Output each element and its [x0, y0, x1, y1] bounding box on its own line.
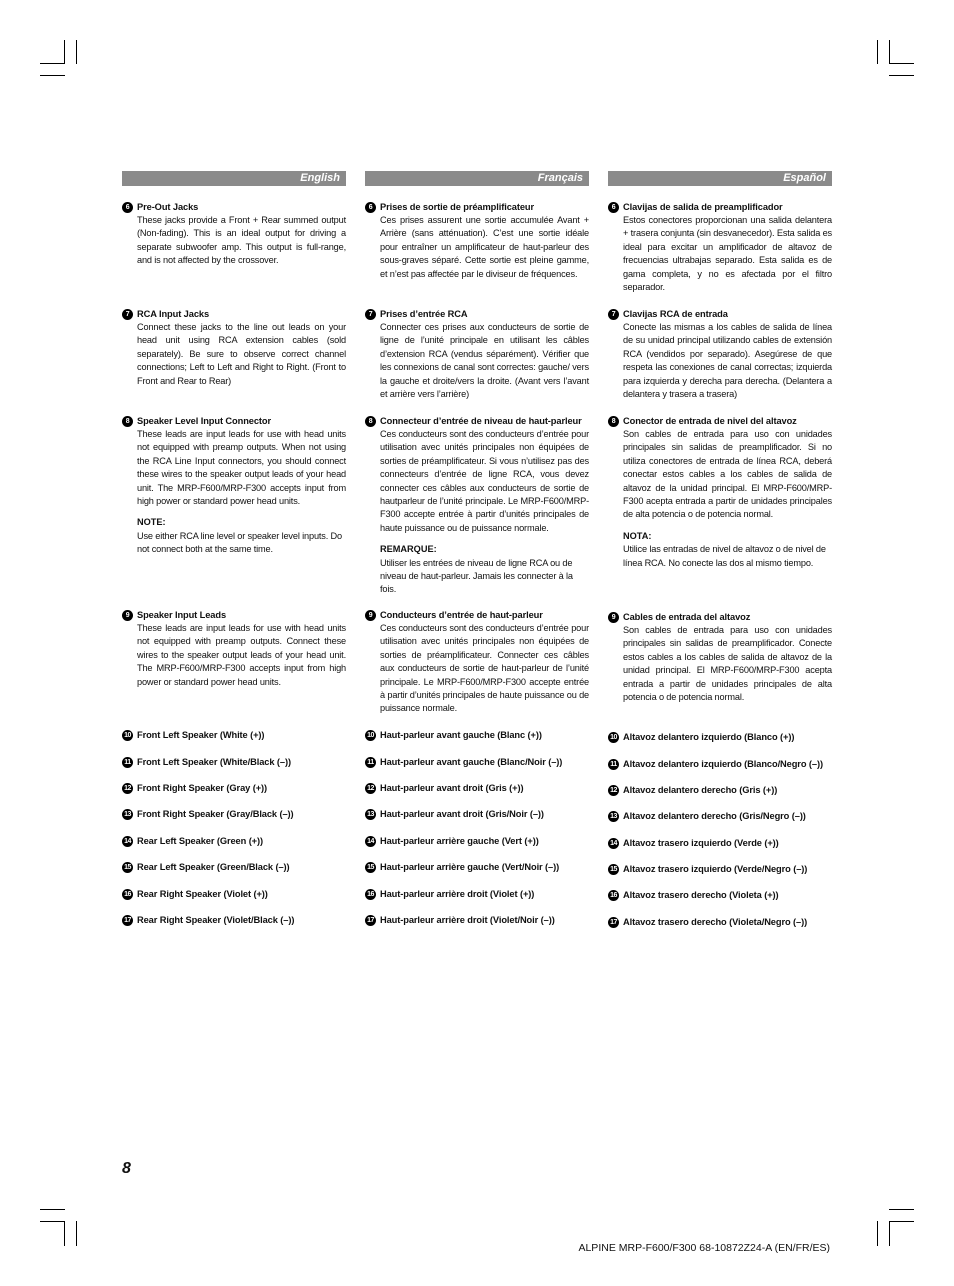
section-title: Connecteur d’entrée de niveau de haut-parleur — [380, 416, 582, 426]
wire-label: Rear Right Speaker (Violet/Black (–)) — [137, 915, 295, 925]
number-badge: 15 — [122, 862, 133, 873]
crop-mark — [76, 1221, 77, 1246]
section-body: These leads are input leads for use with head units not equipped with preamp outputs. Connect these wires to the speaker output leads of your head unit. The MRP-F600/MRP-F300 accepts input from high power or standard power head units. — [137, 623, 346, 687]
crop-mark — [889, 40, 890, 64]
wire-label: Haut-parleur avant gauche (Blanc/Noir (–)) — [380, 757, 563, 767]
wire-label: Haut-parleur avant droit (Gris (+)) — [380, 783, 524, 793]
number-badge: 6 — [608, 202, 619, 213]
number-badge: 16 — [608, 890, 619, 901]
wire-item — [365, 913, 589, 927]
wire-item — [122, 887, 346, 901]
wire-item — [122, 755, 346, 769]
section-body: Ces prises assurent une sortie accumulée Avant + Arrière (sans atténuation). C’est une sortie idéale pour entraîner un amplificateur de haut-parleur des sous-graves séparé. Cette sortie est pleine gamme, et n’est pas affectée par le diviseur de fréquences. — [380, 215, 589, 279]
section-title: Prises d’entrée RCA — [380, 309, 468, 319]
section-pre-out-jacks — [608, 200, 832, 294]
wire-item — [608, 783, 832, 797]
number-badge: 10 — [365, 730, 376, 741]
wire-item — [608, 915, 832, 929]
wire-item — [365, 755, 589, 769]
section-body: Son cables de entrada para uso con unidades principales sin salidas de preamplificador. Conecte estos cables a los cables de salida de altavoz de la unidad principal. El MRP-F600/MRP-F300 acepta entrada a partir de unidades principales de alta potencia o de potencia normal. — [623, 625, 832, 703]
number-badge: 17 — [365, 915, 376, 926]
wire-label: Altavoz delantero derecho (Gris (+)) — [623, 785, 778, 795]
section-body: These jacks provide a Front + Rear summed output (Non-fading). This is an ideal output for driving a separate subwoofer amp. This output is full-range, and is not affected by the crossover. — [137, 215, 346, 266]
number-badge: 10 — [122, 730, 133, 741]
number-badge: 9 — [122, 610, 133, 621]
number-badge: 14 — [365, 836, 376, 847]
number-badge: 6 — [122, 202, 133, 213]
wire-label: Altavoz trasero izquierdo (Verde (+)) — [623, 838, 779, 848]
crop-mark — [40, 1221, 65, 1222]
section-speaker-input-leads — [122, 608, 346, 689]
wire-label: Haut-parleur arrière gauche (Vert/Noir (–)) — [380, 862, 560, 872]
wire-item — [122, 860, 346, 874]
number-badge: 8 — [122, 416, 133, 427]
note-label: NOTE: — [137, 517, 166, 528]
column-english — [122, 171, 346, 925]
language-header: English — [122, 171, 346, 186]
section-title: RCA Input Jacks — [137, 309, 210, 319]
wire-item — [365, 887, 589, 901]
section-title: Clavijas de salida de preamplificador — [623, 202, 783, 212]
wire-item — [122, 834, 346, 848]
crop-mark — [877, 40, 878, 64]
crop-mark — [40, 63, 65, 64]
number-badge: 9 — [608, 612, 619, 623]
number-badge: 13 — [122, 809, 133, 820]
section-title: Speaker Level Input Connector — [137, 416, 272, 426]
section-body: Conecte las mismas a los cables de salida de línea de su unidad principal utilizando cables de extensión RCA (vendidos por separado). Asegúrese de que respeta las conexiones de canal correctas; izquierda para izquierda y derecha para derecha. (Delantera a delantera y trasera a trasera) — [623, 322, 832, 400]
section-rca-input-jacks — [122, 307, 346, 388]
section-title: Pre-Out Jacks — [137, 202, 199, 212]
section-speaker-level-input — [608, 414, 832, 570]
note-text: Utiliser les entrées de niveau de ligne RCA ou de niveau de haut-parleur. Jamais les connecter à la fois. — [380, 557, 573, 595]
section-pre-out-jacks — [122, 200, 346, 268]
number-badge: 12 — [365, 783, 376, 794]
language-header: Español — [608, 171, 832, 186]
wire-label: Rear Left Speaker (Green (+)) — [137, 836, 264, 846]
note-text: Utilice las entradas de nivel de altavoz o de nivel de línea RCA. No conecte las dos al mismo tiempo. — [623, 544, 826, 568]
wire-label: Haut-parleur avant droit (Gris/Noir (–)) — [380, 809, 544, 819]
wire-item — [608, 757, 832, 771]
wire-label: Altavoz delantero derecho (Gris/Negro (–)) — [623, 811, 806, 821]
wire-label: Altavoz delantero izquierdo (Blanco (+)) — [623, 732, 795, 742]
number-badge: 13 — [365, 809, 376, 820]
language-header: Français — [365, 171, 589, 186]
wire-label: Altavoz trasero derecho (Violeta/Negro (–)) — [623, 917, 808, 927]
crop-mark — [889, 75, 914, 76]
footer-text: ALPINE MRP-F600/F300 68-10872Z24-A (EN/FR/ES) — [578, 1242, 830, 1254]
wire-label: Front Left Speaker (White (+)) — [137, 730, 265, 740]
number-badge: 7 — [608, 309, 619, 320]
wire-label: Altavoz trasero derecho (Violeta (+)) — [623, 890, 779, 900]
number-badge: 9 — [365, 610, 376, 621]
wire-label: Rear Right Speaker (Violet (+)) — [137, 889, 268, 899]
section-body: These leads are input leads for use with head units not equipped with preamp outputs. When not using the RCA Line Input connectors, you should connect these wires to the speaker output leads of your head unit. The MRP-F600/MRP-F300 accepts input from high power or standard power head units. — [137, 429, 346, 507]
section-title: Prises de sortie de préamplificateur — [380, 202, 534, 212]
crop-mark — [889, 1221, 890, 1246]
section-speaker-level-input — [122, 414, 346, 557]
number-badge: 15 — [365, 862, 376, 873]
number-badge: 11 — [608, 759, 619, 770]
section-title: Speaker Input Leads — [137, 610, 227, 620]
section-title: Clavijas RCA de entrada — [623, 309, 728, 319]
wire-item — [365, 860, 589, 874]
crop-mark — [889, 1221, 914, 1222]
column-french — [365, 171, 589, 925]
number-badge: 16 — [122, 889, 133, 900]
wire-label: Altavoz trasero izquierdo (Verde/Negro (–)) — [623, 864, 808, 874]
crop-mark — [40, 1209, 65, 1210]
crop-mark — [76, 40, 77, 64]
number-badge: 13 — [608, 811, 619, 822]
wire-label: Haut-parleur arrière droit (Violet (+)) — [380, 889, 535, 899]
section-speaker-level-input — [365, 414, 589, 597]
wire-label: Front Left Speaker (White/Black (–)) — [137, 757, 291, 767]
wire-label: Haut-parleur avant gauche (Blanc (+)) — [380, 730, 542, 740]
wire-item — [608, 809, 832, 823]
section-speaker-input-leads — [365, 608, 589, 716]
number-badge: 14 — [608, 838, 619, 849]
number-badge: 15 — [608, 864, 619, 875]
note-label: NOTA: — [623, 530, 652, 541]
wire-item — [365, 781, 589, 795]
section-speaker-input-leads — [608, 610, 832, 704]
number-badge: 8 — [365, 416, 376, 427]
section-body: Connecter ces prises aux conducteurs de sortie de ligne de l’unité principale en utilisant les câbles d’extension RCA (vendus séparément). Vérifier que les connexions de canal sont correctes: gauche/ vers la gauche et droite/vers la droite. (Avant vers l’avant et arrière vers l’arrière) — [380, 322, 589, 400]
number-badge: 16 — [365, 889, 376, 900]
wire-item — [608, 836, 832, 850]
note-label: REMARQUE: — [380, 544, 437, 555]
number-badge: 12 — [608, 785, 619, 796]
section-rca-input-jacks — [608, 307, 832, 401]
wire-label: Haut-parleur arrière droit (Violet/Noir (–)) — [380, 915, 555, 925]
number-badge: 7 — [365, 309, 376, 320]
number-badge: 11 — [365, 757, 376, 768]
section-body: Son cables de entrada para uso con unidades principales sin salidas de preamplificador. Si no utiliza conectores de entrada de línea RCA, deberá conectar estos cables a los cables de salida de altavoz de la unidad principal. El MRP-F600/MRP-F300 acepta entrada a partir de unidades principales de alta potencia o de potencia normal. — [623, 429, 832, 520]
wire-item — [608, 730, 832, 744]
section-title: Conector de entrada de nivel del altavoz — [623, 416, 797, 426]
number-badge: 6 — [365, 202, 376, 213]
page-number: 8 — [122, 1160, 131, 1177]
crop-mark — [64, 40, 65, 64]
crop-mark — [877, 1221, 878, 1246]
wire-label: Haut-parleur arrière gauche (Vert (+)) — [380, 836, 539, 846]
section-body: Estos conectores proporcionan una salida delantera + trasera conjunta (sin desvanecedor). Esta salida es ideal para excitar un amplificador de altavoz de frecuencias ultrabajas separado. Esta salida es de gama completa, y no es afectada por el filtro separador. — [623, 215, 832, 293]
wire-label: Altavoz delantero izquierdo (Blanco/Negro (–)) — [623, 759, 823, 769]
wire-item — [122, 913, 346, 927]
crop-mark — [40, 75, 65, 76]
number-badge: 10 — [608, 732, 619, 743]
section-rca-input-jacks — [365, 307, 589, 401]
wire-item — [365, 807, 589, 821]
section-body: Connect these jacks to the line out leads on your head unit using RCA extension cables (sold separately). Be sure to observe correct channel connections; Left to Left and Right to Right. (Front to Front and Rear to Rear) — [137, 322, 346, 386]
crop-mark — [889, 1209, 914, 1210]
number-badge: 17 — [608, 917, 619, 928]
wire-item — [122, 807, 346, 821]
wire-label: Front Right Speaker (Gray/Black (–)) — [137, 809, 294, 819]
number-badge: 8 — [608, 416, 619, 427]
number-badge: 7 — [122, 309, 133, 320]
wire-label: Front Right Speaker (Gray (+)) — [137, 783, 268, 793]
number-badge: 12 — [122, 783, 133, 794]
number-badge: 14 — [122, 836, 133, 847]
section-pre-out-jacks — [365, 200, 589, 281]
section-title: Cables de entrada del altavoz — [623, 612, 751, 622]
note-text: Use either RCA line level or speaker level inputs. Do not connect both at the same time. — [137, 530, 342, 555]
section-body: Ces conducteurs sont des conducteurs d’entrée pour utilisation avec unités principales non équipées de sorties de préamplificateur. Si vous n’utilisez pas des connecteurs d’entrée de ligne RCA, vous devez connecter ces câbles aux conducteurs de sortie de hautparleur de l’unité principale. Le MRP-F600/MRP-F300 accepte entrée à partir d’unités principales de haute puissance ou de puissance normale. — [380, 429, 589, 533]
number-badge: 17 — [122, 915, 133, 926]
column-spanish — [608, 171, 832, 927]
wire-item — [365, 728, 589, 742]
number-badge: 11 — [122, 757, 133, 768]
wire-label: Rear Left Speaker (Green/Black (–)) — [137, 862, 290, 872]
crop-mark — [889, 63, 914, 64]
section-title: Conducteurs d’entrée de haut-parleur — [380, 610, 543, 620]
crop-mark — [64, 1221, 65, 1246]
section-body: Ces conducteurs sont des conducteurs d’entrée pour utilisation avec unités principales non équipées de sorties de préamplificateur. Connecter ces câbles aux conducteurs de sortie de haut-parleur de l’unité principale. Le MRP-F600/MRP-F300 accepte entrée à partir d’unités principales de haute puissance ou de puissance normale. — [380, 623, 589, 714]
wire-item — [365, 834, 589, 848]
wire-item — [122, 728, 346, 742]
wire-item — [122, 781, 346, 795]
wire-item — [608, 888, 832, 902]
wire-item — [608, 862, 832, 876]
